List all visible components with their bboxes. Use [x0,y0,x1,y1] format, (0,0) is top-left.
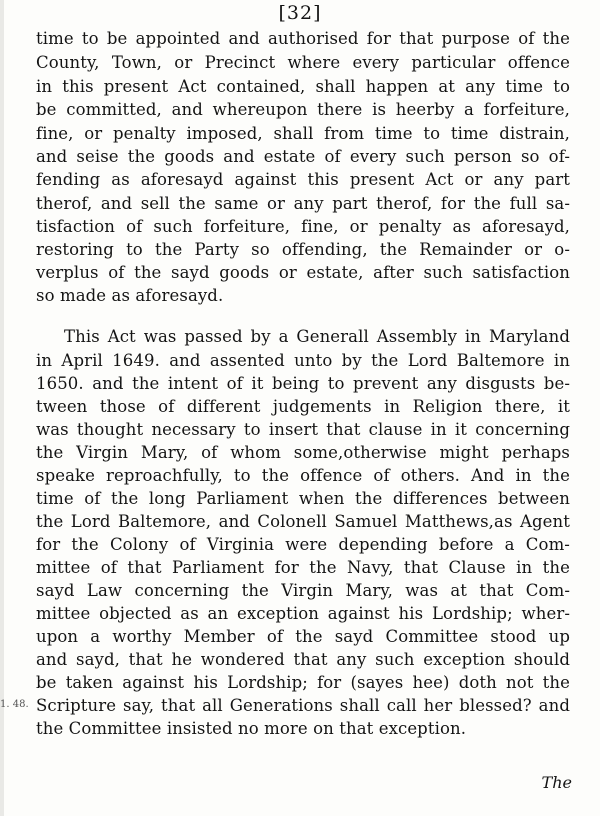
paragraph-1-line-12: so made as aforesayd. [36,286,224,305]
paragraph-2-line-15: and sayd, that he wondered that any such exception should [36,650,570,669]
paragraph-2-line-6: the Virgin Mary, of whom some,otherwise might perhaps [36,443,570,462]
paragraph-1-line-3: in this present Act contained, shall happen at any time to [36,77,570,96]
catchword: The [541,773,572,792]
paragraph-2-line-18: the Committee insisted no more on that exception. [36,719,467,738]
paragraph-2-line-1: This Act was passed by a Generall Assembly in Maryland [64,327,570,346]
paragraph-2-line-11: mittee of that Parliament for the Navy, that Clause in the [36,558,570,577]
paragraph-2-line-2: in April 1649. and assented unto by the Lord Baltemore in [36,351,570,370]
paragraph-2-line-9: the Lord Baltemore, and Colonell Samuel Matthews,as Agent [36,512,570,531]
paragraph-1-line-1: time to be appointed and authorised for that purpose of the [36,29,570,48]
paragraph-2-line-3: 1650. and the intent of it being to prevent any disgusts be- [36,374,570,393]
paragraph-2-line-7: speake reproachfully, to the offence of others. And in the [36,466,570,485]
paragraph-1-line-4: be committed, and whereupon there is heerby a forfeiture, [36,100,570,119]
paragraph-2-line-14: upon a worthy Member of the sayd Committee stood up [36,627,570,646]
paragraph-1-line-6: and seise the goods and estate of every such person so of- [36,147,570,166]
paragraph-1-line-2: County, Town, or Precinct where every particular offence [36,53,570,72]
paragraph-1-line-7: fending as aforesayd against this present Act or any part [36,170,570,189]
paragraph-1-line-8: therof, and sell the same or any part therof, for the full sa- [36,194,570,213]
paragraph-2-line-12: sayd Law concerning the Virgin Mary, was at that Com- [36,581,570,600]
paragraph-2-line-17: Scripture say, that all Generations shall call her blessed? and [36,696,570,715]
paragraph-2-line-4: tween those of different judgements in Religion there, it [36,397,570,416]
paragraph-2-line-5: was thought necessary to insert that clause in it concerning [36,420,570,439]
paragraph-1-line-10: restoring to the Party so offending, the Remainder or o- [36,240,570,259]
paragraph-2-line-16: be taken against his Lordship; for (sayes hee) doth not the [36,673,570,692]
page-number: [32] [278,2,322,24]
paragraph-1-line-5: fine, or penalty imposed, shall from time to time distrain, [36,124,570,143]
paragraph-1-line-9: tisfaction of such forfeiture, fine, or penalty as aforesayd, [36,217,570,236]
page-edge-shadow [0,0,4,816]
margin-note: 1. 48. [0,699,29,710]
paragraph-2-line-8: time of the long Parliament when the differences between [36,489,570,508]
paragraph-2-line-10: for the Colony of Virginia were depending before a Com- [36,535,570,554]
paragraph-2-line-13: mittee objected as an exception against his Lordship; wher- [36,604,570,623]
paragraph-1-line-11: verplus of the sayd goods or estate, after such satisfaction [36,263,570,282]
